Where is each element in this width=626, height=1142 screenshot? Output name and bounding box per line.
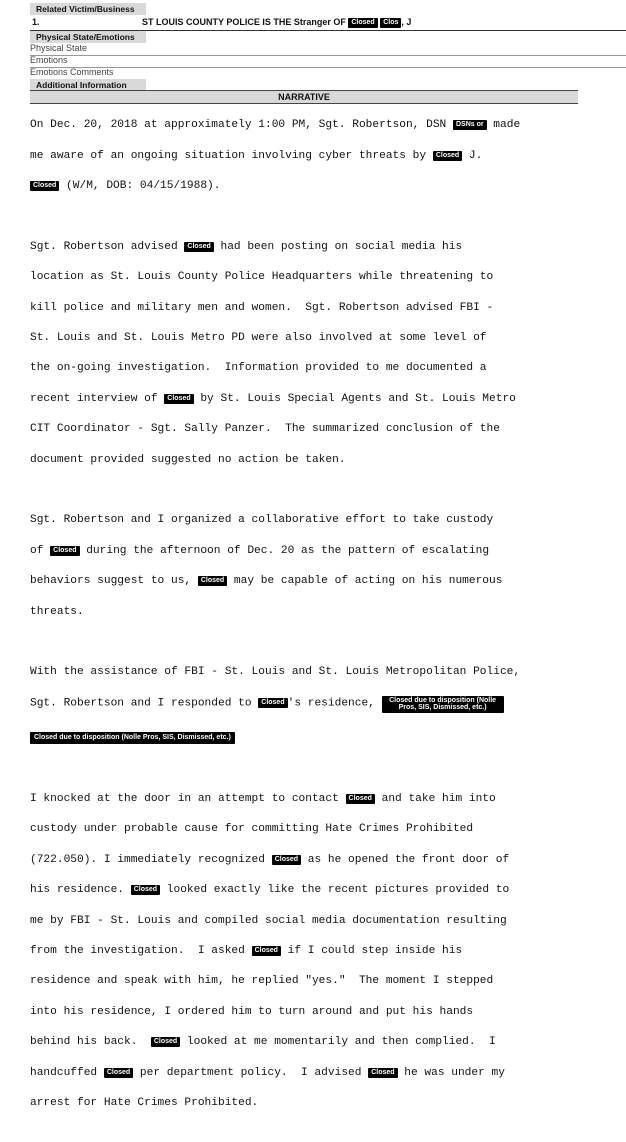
redaction-box: Closed [258, 698, 287, 708]
narrative-line: me by FBI - St. Louis and compiled social media documentation resulting [30, 914, 507, 927]
redaction-box: Closed [348, 18, 377, 28]
redaction-box: Closed [50, 546, 79, 556]
related-victim-label: ST LOUIS COUNTY POLICE IS THE Stranger OF [142, 17, 346, 27]
narrative-line: arrest for Hate Crimes Prohibited. [30, 1096, 259, 1109]
related-victim-business-header: Related Victim/Business [30, 3, 146, 15]
redaction-box: Closed [151, 1037, 180, 1047]
redaction-box: Closed due to disposition (Nolle Pros, SIS, Dismissed, etc.) [382, 696, 504, 713]
narrative-line: location as St. Louis County Police Headquarters while threatening to [30, 271, 494, 284]
narrative-line: (722.050). I immediately recognized Closed as he opened the front door of [30, 853, 510, 866]
redaction-box: Closed [368, 1068, 397, 1078]
narrative-line: behaviors suggest to us, Closed may be capable of acting on his numerous [30, 575, 503, 588]
divider [30, 55, 626, 56]
narrative-line: the on-going investigation. Information provided to me documented a [30, 362, 487, 375]
narrative-line: With the assistance of FBI - St. Louis and St. Louis Metropolitan Police, [30, 666, 521, 679]
narrative-line: Sgt. Robertson advised Closed had been posting on social media his [30, 240, 463, 253]
redaction-box: Closed [184, 242, 213, 252]
narrative-line: me aware of an ongoing situation involving cyber threats by Closed J. [30, 149, 483, 162]
narrative-line: of Closed during the afternoon of Dec. 20 as the pattern of escalating [30, 544, 490, 557]
narrative-line: CIT Coordinator - Sgt. Sally Panzer. The summarized conclusion of the [30, 423, 500, 436]
related-victim-tail: , J [401, 17, 412, 27]
narrative-line: document provided suggested no action be taken. [30, 453, 346, 466]
redaction-box: Closed [198, 576, 227, 586]
narrative-line: behind his back. Closed looked at me momentarily and then complied. I [30, 1036, 496, 1049]
narrative-line: Closed (W/M, DOB: 04/15/1988). [30, 179, 590, 194]
narrative-line: kill police and military men and women. Sgt. Robertson advised FBI - [30, 301, 494, 314]
narrative-line: Sgt. Robertson and I responded to Closed 's residence, Closed due to disposition (Nolle Pros, SIS, Dismissed, etc.) [30, 696, 590, 713]
narrative-line: I knocked at the door in an attempt to contact Closed and take him into [30, 792, 496, 805]
redaction-box: Closed [346, 794, 375, 804]
emotions-label: Emotions [30, 55, 68, 65]
redaction-box: Closed [30, 181, 59, 191]
narrative-body [30, 103, 590, 1142]
redaction-box: Closed [131, 885, 160, 895]
row-number: 1. [32, 17, 40, 27]
narrative-line: St. Louis and St. Louis Metro PD were also involved at some level of [30, 332, 487, 345]
redaction-box: Closed [104, 1068, 133, 1078]
narrative-line: handcuffed Closed per department policy. I advised Closed he was under my [30, 1066, 505, 1079]
redaction-box: Closed [272, 855, 301, 865]
narrative-line [30, 731, 590, 746]
narrative-line: threats. [30, 605, 84, 618]
physical-state-emotions-header: Physical State/Emotions [30, 31, 146, 43]
additional-information-header: Additional Information [30, 79, 146, 91]
narrative-line: custody under probable cause for committing Hate Crimes Prohibited [30, 823, 474, 836]
redaction-box: Closed [433, 151, 462, 161]
physical-state-label: Physical State [30, 43, 88, 53]
redaction-box: DSNs or [453, 120, 487, 130]
narrative-line: into his residence, I ordered him to turn around and put his hands [30, 1005, 474, 1018]
divider [30, 67, 626, 68]
narrative-line: residence and speak with him, he replied "yes." The moment I stepped [30, 975, 494, 988]
narrative-line: On Dec. 20, 2018 at approximately 1:00 PM, Sgt. Robertson, DSN DSNs or made [30, 119, 521, 132]
redaction-box: Closed [164, 394, 193, 404]
redaction-box: Closed due to disposition (Nolle Pros, SIS, Dismissed, etc.) [30, 732, 235, 744]
related-victim-text [142, 17, 411, 28]
narrative-line: from the investigation. I asked Closed if I could step inside his [30, 944, 463, 957]
redaction-box: Clos [380, 18, 401, 28]
narrative-line: Sgt. Robertson and I organized a collaborative effort to take custody [30, 514, 494, 527]
related-victim-row [30, 16, 626, 31]
narrative-line: his residence. Closed looked exactly like the recent pictures provided to [30, 884, 510, 897]
redaction-box: Closed [252, 946, 281, 956]
narrative-header: NARRATIVE [30, 90, 578, 104]
emotions-comments-label: Emotions Comments [30, 67, 114, 77]
narrative-line: recent interview of Closed by St. Louis Special Agents and St. Louis Metro [30, 392, 516, 405]
